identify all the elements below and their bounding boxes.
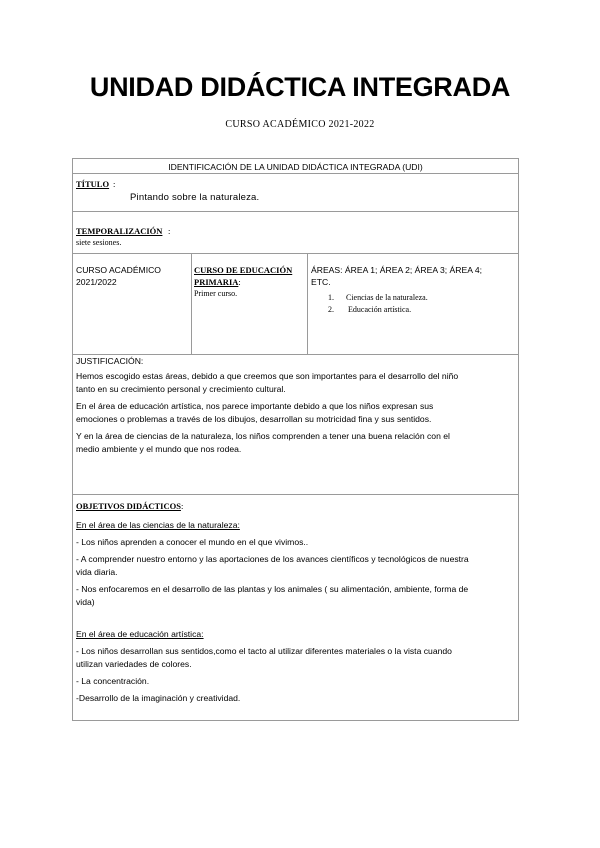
justificacion-text: emociones o problemas a través de los dibujos, desarrollan su motricidad fina y sus sentidos.	[76, 414, 432, 424]
table-heading: IDENTIFICACIÓN DE LA UNIDAD DIDÁCTICA INTEGRADA (UDI)	[168, 162, 423, 172]
document-subtitle: CURSO ACADÉMICO 2021-2022	[225, 119, 375, 130]
justificacion-text: Y en la área de ciencias de la naturaleza, los niños comprenden a tener una buena relación con el	[76, 431, 450, 441]
table-column-divider	[191, 253, 192, 354]
temporalizacion-label: TEMPORALIZACIÓN	[76, 226, 163, 236]
objetivo-item: - La concentración.	[76, 676, 150, 686]
areas-item-num: 2.	[328, 305, 334, 314]
objetivo-item: vida diaria.	[76, 567, 118, 577]
temporalizacion-colon: :	[168, 226, 171, 236]
artistica-heading: En el área de educación artística:	[76, 629, 204, 639]
areas-item-artistica: Educación artística.	[348, 305, 412, 314]
areas-label: ÁREAS: ÁREA 1; ÁREA 2; ÁREA 3; ÁREA 4;	[311, 265, 483, 275]
objetivo-item: - Los niños aprenden a conocer el mundo en el que vivimos..	[76, 537, 309, 547]
objetivo-item: -Desarrollo de la imaginación y creatividad.	[76, 693, 241, 703]
titulo-colon: :	[113, 179, 116, 189]
justificacion-label: JUSTIFICACIÓN:	[76, 356, 144, 366]
areas-item-ciencias: Ciencias de la naturaleza.	[346, 293, 428, 302]
areas-etc: ETC.	[311, 277, 331, 287]
titulo-label: TÍTULO	[76, 179, 110, 189]
objetivo-item: vida)	[76, 597, 95, 607]
curso-educacion-label: CURSO DE EDUCACIÓN	[194, 265, 293, 275]
ciencias-heading: En el área de las ciencias de la naturaleza:	[76, 520, 240, 530]
objetivos-label: OBJETIVOS DIDÁCTICOS:	[76, 501, 184, 511]
table-column-divider	[307, 253, 308, 354]
objetivo-item: - Los niños desarrollan sus sentidos,como el tacto al utilizar diferentes materiales o la vista cuando	[76, 646, 452, 656]
titulo-value: Pintando sobre la naturaleza.	[130, 192, 260, 203]
areas-item-num: 1.	[328, 293, 334, 302]
document-title: UNIDAD DIDÁCTICA INTEGRADA	[89, 72, 511, 102]
temporalizacion-value: siete sesiones.	[76, 238, 122, 247]
objetivo-item: - Nos enfocaremos en el desarrollo de las plantas y los animales ( su alimentación, ambiente, forma de	[76, 584, 469, 594]
objetivo-item: utilizan variedades de colores.	[76, 659, 192, 669]
table-divider	[72, 211, 519, 212]
justificacion-text: tanto en su crecimiento personal y crecimiento cultural.	[76, 384, 286, 394]
curso-academico-label: CURSO ACADÉMICO	[76, 265, 161, 275]
table-divider	[72, 494, 519, 495]
justificacion-text: medio ambiente y el mundo que nos rodea.	[76, 444, 242, 454]
justificacion-text: Hemos escogido estas áreas, debido a que creemos que son importantes para el desarrollo del niño	[76, 371, 459, 381]
objetivo-item: - A comprender nuestro entorno y las aportaciones de los avances científicos y tecnológicos de nuestra	[76, 554, 469, 564]
curso-academico-year: 2021/2022	[76, 277, 117, 287]
table-divider	[72, 253, 519, 254]
curso-educacion-value: Primer curso.	[194, 289, 238, 298]
curso-educacion-primaria: PRIMARIA:	[194, 277, 241, 287]
table-divider	[72, 173, 519, 174]
justificacion-text: En el área de educación artística, nos parece importante debido a que los niños expresan sus	[76, 401, 434, 411]
